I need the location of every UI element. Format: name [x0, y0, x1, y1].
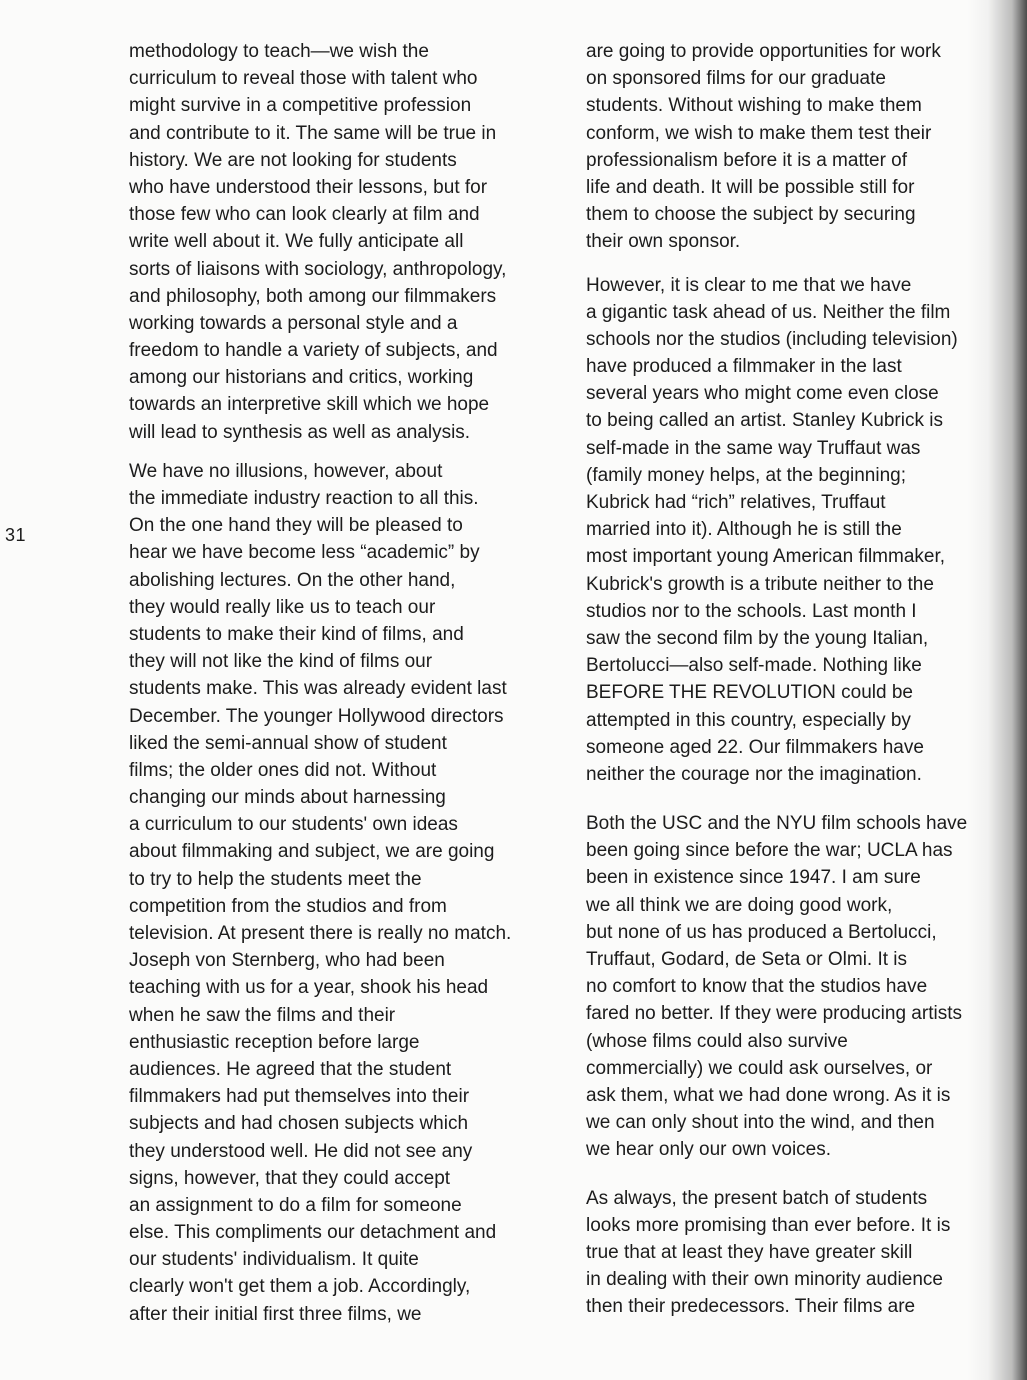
text-line: Both the USC and the NYU film schools have: [586, 813, 968, 835]
paragraph-gap: [129, 446, 559, 458]
text-line: history. We are not looking for students: [129, 149, 457, 171]
text-line: December. The younger Hollywood directors: [129, 705, 504, 727]
text-line: schools nor the studios (including television): [586, 328, 958, 350]
text-line: in dealing with their own minority audience: [586, 1269, 943, 1291]
text-line: then their predecessors. Their films are: [586, 1296, 916, 1318]
left-text-column: [129, 38, 559, 1328]
text-line: enthusiastic reception before large: [129, 1031, 420, 1053]
text-line: ask them, what we had done wrong. As it is: [586, 1084, 951, 1106]
text-line: clearly won't get them a job. Accordingly,: [129, 1276, 471, 1298]
text-line: changing our minds about harnessing: [129, 787, 446, 809]
text-line: students. Without wishing to make them: [586, 95, 922, 117]
text-line: students to make their kind of films, and: [129, 623, 464, 645]
text-line: we hear only our own voices.: [586, 1139, 832, 1161]
text-line: our students' individualism. It quite: [129, 1249, 419, 1271]
text-line: on sponsored films for our graduate: [586, 68, 886, 90]
text-line: (whose films could also survive: [586, 1030, 848, 1052]
text-line: Joseph von Sternberg, who had been: [129, 950, 445, 972]
paragraph-gap: [586, 256, 1024, 272]
text-line: who have understood their lessons, but for: [129, 176, 488, 198]
paragraph: [586, 38, 1024, 256]
text-line: the immediate industry reaction to all this.: [129, 488, 479, 509]
paragraph-gap: [586, 1164, 1024, 1185]
text-line: On the one hand they will be pleased to: [129, 515, 463, 537]
text-line: an assignment to do a film for someone: [129, 1194, 462, 1216]
text-line: self-made in the same way Truffaut was: [586, 437, 921, 459]
text-line: commercially) we could ask ourselves, or: [586, 1057, 933, 1079]
paragraph: [129, 38, 559, 446]
text-line: about filmmaking and subject, we are going: [129, 841, 495, 863]
text-line: to being called an artist. Stanley Kubrick is: [586, 410, 943, 432]
text-line: are going to provide opportunities for work: [586, 41, 941, 62]
text-line: Bertolucci—also self-made. Nothing like: [586, 655, 922, 677]
text-line: after their initial first three films, we: [129, 1303, 422, 1325]
text-line: However, it is clear to me that we have: [586, 274, 912, 296]
paragraph: [586, 810, 1024, 1163]
text-line: liked the semi-annual show of student: [129, 732, 447, 754]
paragraph: [586, 1185, 1024, 1321]
text-line: been in existence since 1947. I am sure: [586, 867, 921, 889]
right-text-column: [586, 38, 1024, 1320]
text-line: married into it). Although he is still the: [586, 519, 902, 541]
text-line: Kubrick had “rich” relatives, Truffaut: [586, 492, 886, 513]
text-line: abolishing lectures. On the other hand,: [129, 569, 456, 591]
text-line: and philosophy, both among our filmmakers: [129, 285, 497, 307]
text-line: looks more promising than ever before. It is: [586, 1214, 951, 1236]
text-line: working towards a personal style and a: [129, 312, 458, 334]
text-line: towards an interpretive skill which we hope: [129, 394, 490, 416]
text-line: might survive in a competitive profession: [129, 95, 472, 117]
text-line: subjects and had chosen subjects which: [129, 1113, 469, 1135]
text-line: sorts of liaisons with sociology, anthropology,: [129, 258, 507, 280]
text-line: Truffaut, Godard, de Seta or Olmi. It is: [586, 949, 908, 970]
text-line: attempted in this country, especially by: [586, 709, 911, 731]
text-line: they would really like us to teach our: [129, 596, 436, 618]
page-number: 31: [5, 525, 27, 545]
text-line: neither the courage nor the imagination.: [586, 763, 922, 785]
text-line: fared no better. If they were producing artists: [586, 1003, 962, 1025]
text-line: we can only shout into the wind, and then: [586, 1112, 935, 1134]
text-line: them to choose the subject by securing: [586, 204, 916, 226]
text-line: have produced a filmmaker in the last: [586, 356, 902, 378]
text-line: methodology to teach—we wish the: [129, 41, 429, 62]
text-line: those few who can look clearly at film and: [129, 204, 480, 226]
paragraph: [129, 458, 559, 1328]
text-line: As always, the present batch of students: [586, 1187, 928, 1209]
text-line: curriculum to reveal those with talent who: [129, 68, 478, 90]
text-line: professionalism before it is a matter of: [586, 149, 908, 171]
text-line: saw the second film by the young Italian,: [586, 627, 929, 649]
text-line: we all think we are doing good work,: [586, 894, 893, 916]
text-line: audiences. He agreed that the student: [129, 1058, 452, 1080]
text-line: (family money helps, at the beginning;: [586, 464, 907, 486]
text-line: someone aged 22. Our filmmakers have: [586, 736, 924, 758]
text-line: filmmakers had put themselves into their: [129, 1086, 470, 1108]
text-line: television. At present there is really no match.: [129, 923, 512, 944]
text-line: BEFORE THE REVOLUTION could be: [586, 682, 913, 704]
text-line: true that at least they have greater skill: [586, 1241, 913, 1263]
text-line: a gigantic task ahead of us. Neither the film: [586, 301, 951, 323]
text-line: films; the older ones did not. Without: [129, 759, 437, 781]
text-line: they will not like the kind of films our: [129, 651, 433, 673]
text-line: competition from the studios and from: [129, 895, 447, 917]
text-line: life and death. It will be possible still for: [586, 176, 915, 198]
text-line: else. This compliments our detachment and: [129, 1222, 497, 1244]
paragraph-gap: [586, 788, 1024, 810]
text-line: several years who might come even close: [586, 383, 939, 405]
text-line: a curriculum to our students' own ideas: [129, 814, 458, 836]
text-line: write well about it. We fully anticipate all: [129, 231, 464, 253]
text-line: no comfort to know that the studios have: [586, 976, 928, 998]
text-line: most important young American filmmaker,: [586, 546, 946, 568]
text-line: freedom to handle a variety of subjects, and: [129, 340, 498, 362]
text-line: and contribute to it. The same will be true in: [129, 122, 497, 144]
text-line: conform, we wish to make them test their: [586, 122, 932, 144]
text-line: they understood well. He did not see any: [129, 1140, 473, 1162]
text-line: to try to help the students meet the: [129, 868, 422, 890]
text-line: but none of us has produced a Bertolucci,: [586, 921, 937, 943]
text-line: among our historians and critics, working: [129, 367, 474, 389]
text-line: been going since before the war; UCLA has: [586, 840, 953, 862]
text-line: when he saw the films and their: [129, 1004, 396, 1026]
text-line: teaching with us for a year, shook his head: [129, 977, 489, 999]
text-line: students make. This was already evident last: [129, 678, 507, 700]
text-line: We have no illusions, however, about: [129, 460, 443, 482]
text-line: studios nor to the schools. Last month I: [586, 600, 917, 622]
text-line: signs, however, that they could accept: [129, 1167, 451, 1189]
text-line: will lead to synthesis as well as analysis.: [129, 421, 471, 443]
text-line: Kubrick's growth is a tribute neither to the: [586, 573, 934, 595]
text-line: their own sponsor.: [586, 231, 741, 253]
paragraph: [586, 272, 1024, 789]
text-line: hear we have become less “academic” by: [129, 542, 480, 564]
